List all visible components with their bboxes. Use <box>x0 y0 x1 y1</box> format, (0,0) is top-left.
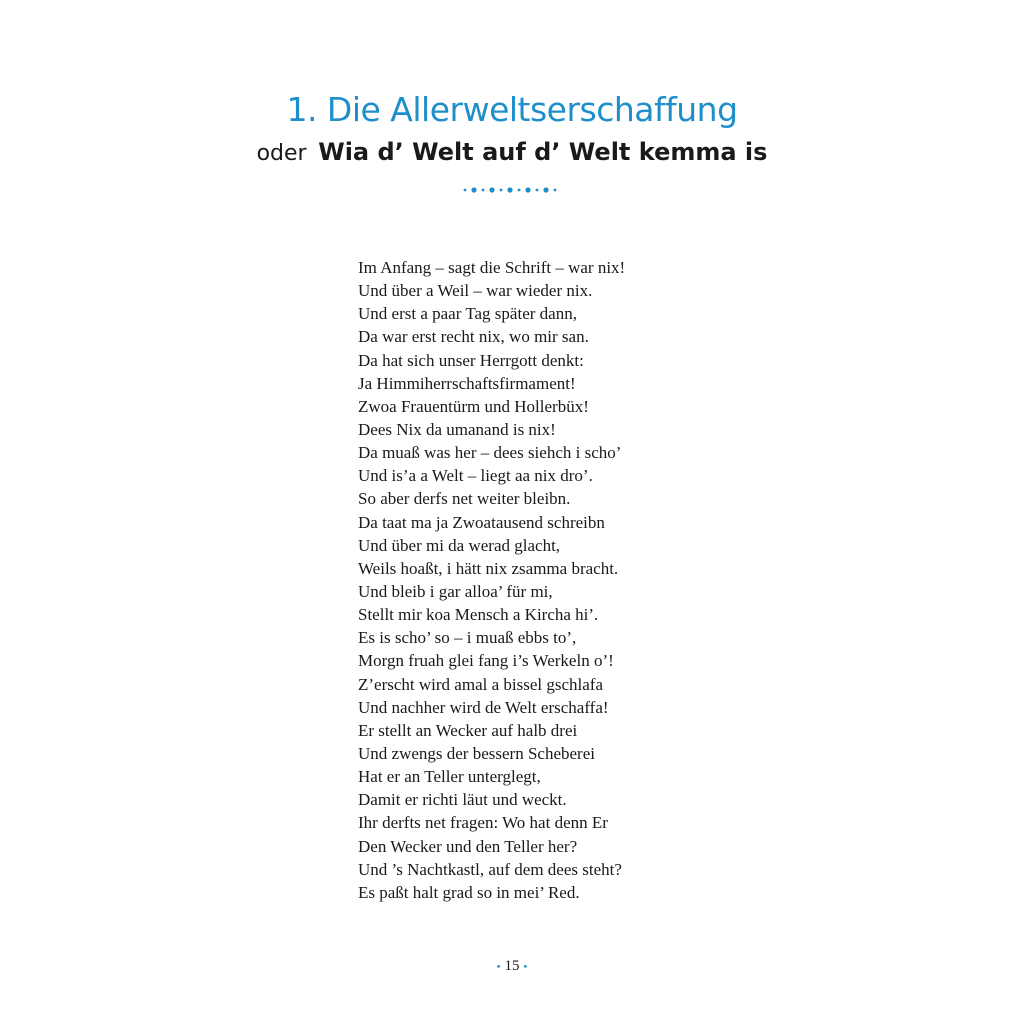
poem-line: Da hat sich unser Herrgott denkt: <box>358 350 584 370</box>
poem-line: Da war erst recht nix, wo mir san. <box>358 327 589 347</box>
poem-line: Damit er richti läut und weckt. <box>358 790 567 810</box>
dot-ornament-divider <box>462 182 562 198</box>
subtitle-main: Wia d’ Welt auf d’ Welt kemma is <box>318 138 768 166</box>
poem-line: Da taat ma ja Zwoatausend schreibn <box>358 512 605 532</box>
poem-line: Und zwengs der bessern Scheberei <box>358 743 595 763</box>
poem-line: Im Anfang – sagt die Schrift – war nix! <box>358 258 626 277</box>
poem-line: Ja Himmiherrschaftsfirmament! <box>358 373 576 393</box>
poem-line: Ihr derfts net fragen: Wo hat denn Er <box>358 813 608 833</box>
poem-line: Morgn fruah glei fang i’s Werkeln o’! <box>358 651 614 671</box>
poem-line: So aber derfs net weiter bleibn. <box>358 489 571 509</box>
poem-line: Es is scho’ so – i muaß ebbs to’, <box>358 628 577 648</box>
poem-line: Dees Nix da umanand is nix! <box>358 419 556 439</box>
chapter-title: 1. Die Allerweltserschaffung <box>286 90 738 129</box>
poem-line: Und is’a a Welt – liegt aa nix dro’. <box>358 466 593 486</box>
poem-line: Zwoa Frauentürm und Hollerbüx! <box>358 396 589 416</box>
poem-line: Und nachher wird de Welt erschaffa! <box>358 697 609 717</box>
poem-line: Z’erscht wird amal a bissel gschlafa <box>358 674 603 694</box>
poem-line: Den Wecker und den Teller her? <box>358 836 578 856</box>
poem-line: Und bleib i gar alloa’ für mi, <box>358 581 553 601</box>
poem-line: Und erst a paar Tag später dann, <box>358 304 577 324</box>
folio-dot-left: • <box>496 959 501 974</box>
poem-text <box>358 256 625 904</box>
chapter-subtitle <box>0 132 1024 174</box>
poem-line: Und über a Weil – war wieder nix. <box>358 281 593 301</box>
poem-line: Weils hoaßt, i hätt nix zsamma bracht. <box>358 558 619 578</box>
page-number: 15 <box>504 958 520 974</box>
poem-line: Stellt mir koa Mensch a Kircha hi’. <box>358 605 599 625</box>
poem-line: Es paßt halt grad so in mei’ Red. <box>358 882 580 902</box>
page-footer <box>0 954 1024 979</box>
poem-line: Hat er an Teller unterglegt, <box>358 767 541 787</box>
poem-line: Er stellt an Wecker auf halb drei <box>358 720 578 740</box>
poem-line: Da muaß was her – dees siehch i scho’ <box>358 443 622 463</box>
folio-dot-right: • <box>523 959 528 974</box>
subtitle-prefix: oder <box>256 141 307 166</box>
poem-line: Und über mi da werad glacht, <box>358 535 561 555</box>
poem-line: Und ’s Nachtkastl, auf dem dees steht? <box>358 859 622 879</box>
